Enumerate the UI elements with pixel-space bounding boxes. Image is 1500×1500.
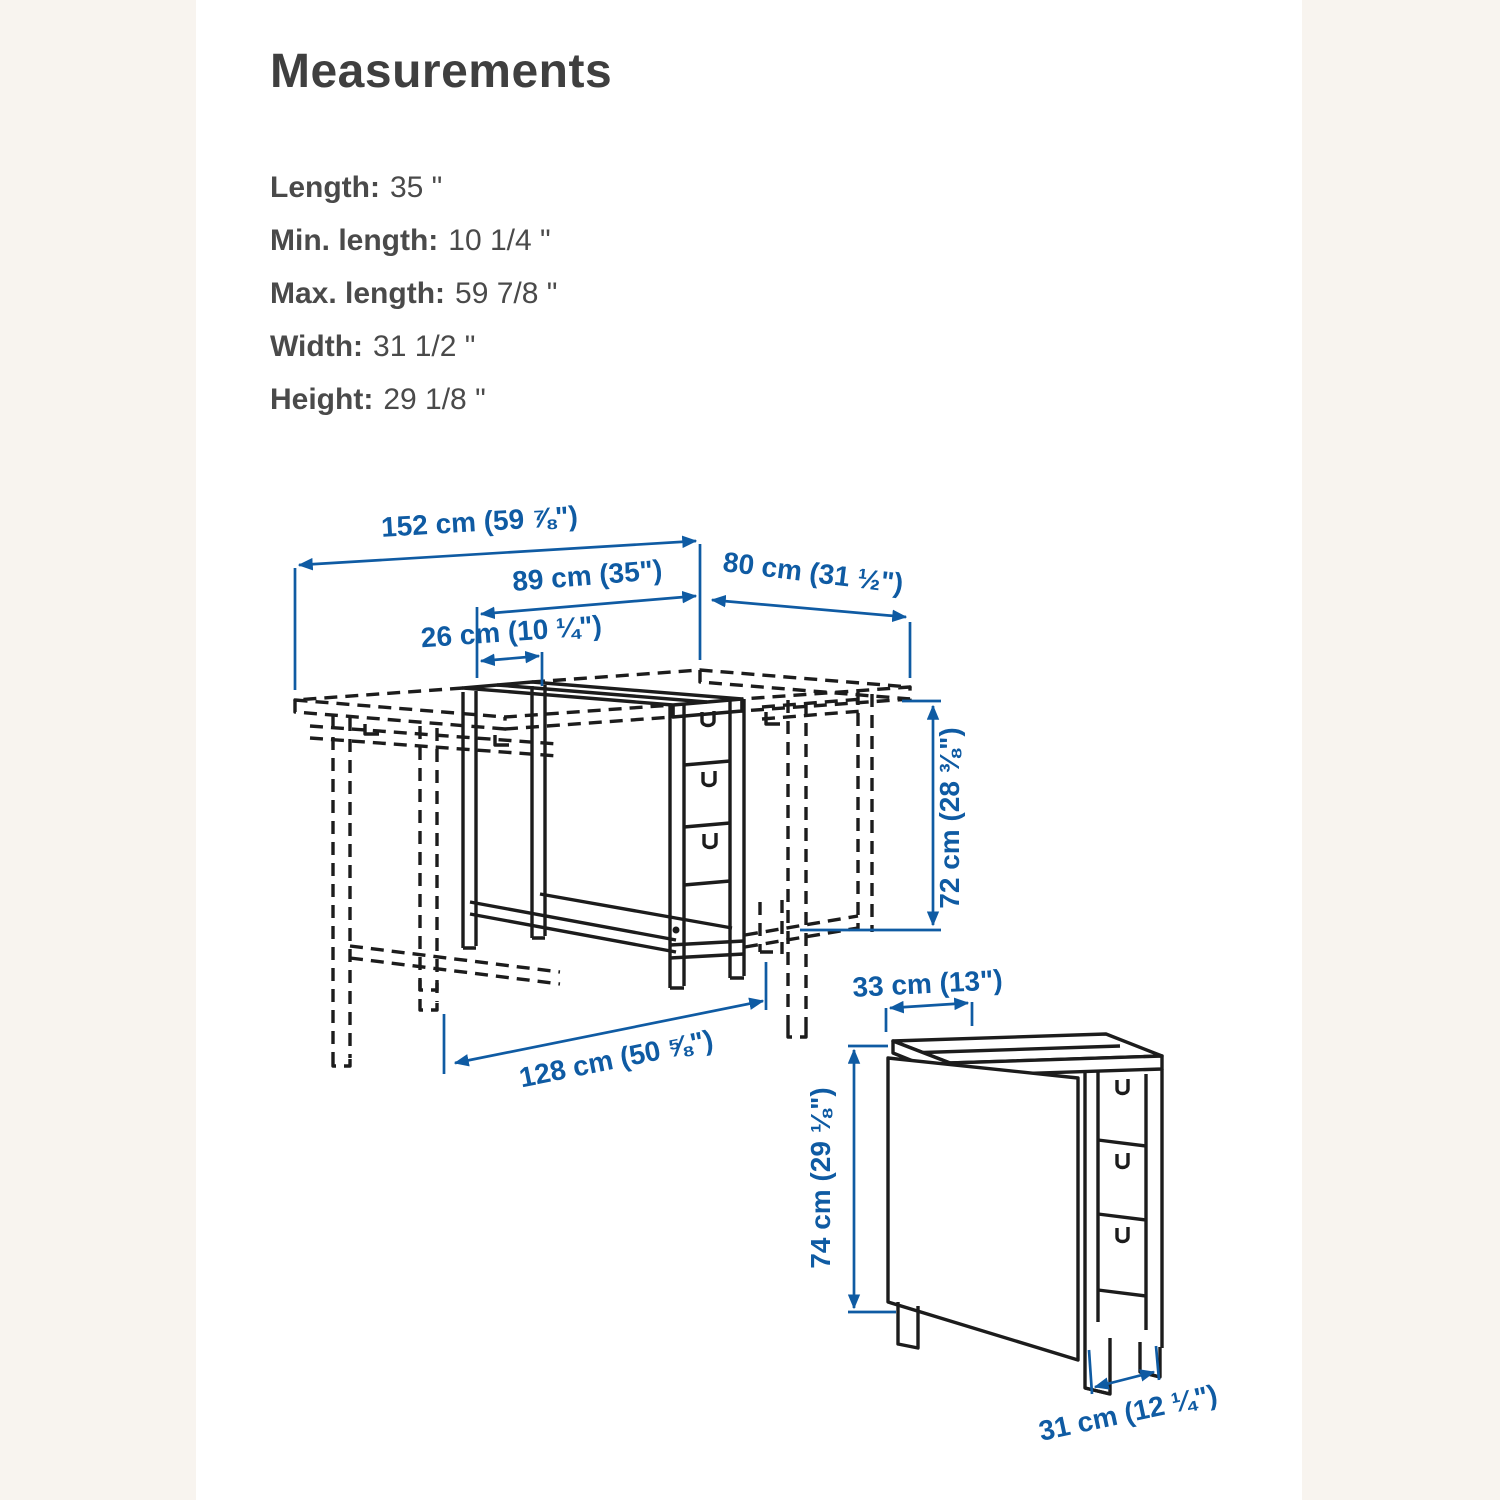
side-rails — [470, 894, 744, 958]
dimension-label-33cm: 33 cm (13") — [851, 964, 1004, 1003]
dimension-label-26cm: 26 cm (10 ¼") — [419, 609, 603, 654]
dimension-33cm — [852, 964, 1004, 1032]
spec-value: 31 1/2 " — [373, 330, 476, 363]
knob-detail — [673, 927, 680, 934]
spec-label: Length: — [270, 171, 380, 204]
page-title: Measurements — [270, 45, 613, 98]
dimension-74cm — [805, 1046, 896, 1312]
dimension-128cm — [444, 962, 766, 1093]
dimension-31cm — [1036, 1346, 1220, 1447]
spec-value: 35 " — [389, 171, 443, 204]
dimension-72cm — [800, 701, 965, 930]
spec-label: Width: — [270, 330, 364, 363]
extended-table-drawing — [295, 500, 965, 1093]
spec-value: 10 1/4 " — [448, 224, 551, 257]
dimension-label-128cm: 128 cm (50 ⅝") — [516, 1024, 716, 1094]
dimension-152cm — [295, 500, 700, 690]
dimension-80cm — [712, 546, 910, 678]
dimension-label-89cm: 89 cm (35") — [511, 554, 664, 598]
spec-label: Height: — [270, 383, 374, 416]
dimension-label-80cm: 80 cm (31 ½") — [721, 546, 906, 600]
leaf-support-brackets — [365, 712, 780, 745]
spec-value: 29 1/8 " — [383, 383, 486, 416]
center-strip-top — [463, 682, 742, 717]
drawer-column — [673, 711, 731, 934]
gate-legs-left-dashed — [333, 716, 560, 1066]
dimension-label-72cm: 72 cm (28 ⅜") — [934, 727, 965, 909]
dimension-label-74cm: 74 cm (29 ⅛") — [805, 1087, 836, 1269]
folded-drawer-column — [1085, 1069, 1162, 1394]
spec-value: 59 7/8 " — [455, 277, 558, 310]
folded-table-drawing — [805, 964, 1220, 1447]
dimension-26cm — [420, 610, 603, 686]
spec-label: Min. length: — [270, 224, 439, 257]
dimension-label-31cm: 31 cm (12 ¼") — [1036, 1378, 1220, 1447]
dimension-label-152cm: 152 cm (59 ⅞") — [380, 500, 579, 543]
spec-label: Max. length: — [270, 277, 446, 310]
